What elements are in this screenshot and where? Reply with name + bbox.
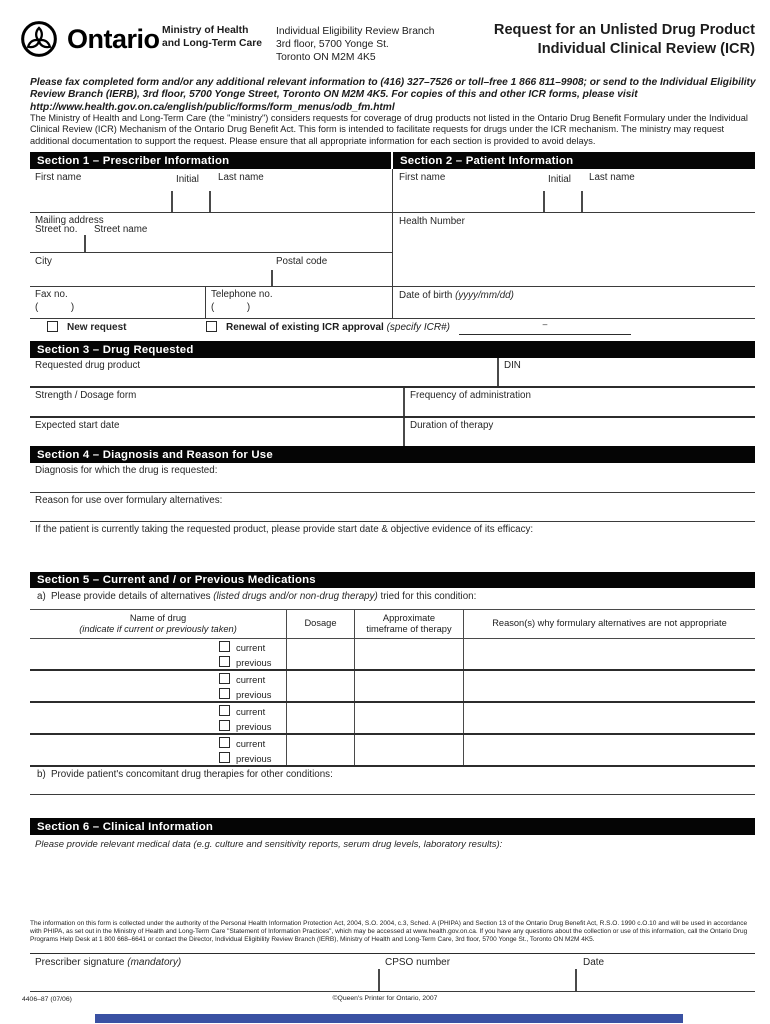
duration-label: Duration of therapy (410, 420, 494, 431)
medications-table-header (30, 610, 755, 639)
dosage-cell[interactable] (287, 703, 355, 733)
instruction-a-italic: (listed drugs and/or non-drug therapy) (213, 591, 378, 602)
prescriber-last-name-label: Last name (218, 172, 264, 183)
section2-title: Section 2 – Patient Information (400, 154, 574, 167)
field-divider (575, 969, 577, 991)
branch-line2: 3rd floor, 5700 Yonge St. (276, 39, 389, 51)
reason-question: Reason for use over formulary alternatives: (35, 495, 223, 506)
col-timeframe-line2: timeframe of therapy (366, 624, 452, 634)
request-type-row (30, 319, 755, 341)
previous-label: previous (236, 721, 272, 732)
previous-checkbox[interactable] (219, 656, 230, 667)
reason-cell[interactable] (464, 671, 755, 701)
dosage-cell[interactable] (287, 639, 355, 669)
reason-cell[interactable] (464, 735, 755, 765)
patient-initial-label: Initial (548, 174, 571, 185)
prescriber-patient-grid (30, 169, 755, 319)
diagnosis-field[interactable] (30, 463, 755, 493)
previous-checkbox[interactable] (219, 720, 230, 731)
medication-row-4 (30, 735, 755, 767)
previous-label: previous (236, 753, 272, 764)
medications-table (30, 609, 755, 767)
section4-title: Section 4 – Diagnosis and Reason for Use (37, 448, 273, 461)
fax-no-label: Fax no. (35, 289, 68, 300)
section4-body (30, 463, 755, 562)
ministry-note: The Ministry of Health and Long-Term Care (the "ministry") considers requests for coverage of drug products not listed in the Ontario Drug Benefit Formulary under the Individual Clinical Review (ICR) Mechanism of the Ontario Drug Benefit Act. This form is intended to facilitate requests for drugs under the ICR mechanism. The ministry may request additional documentation to support the request. Please ensure that all appropriate information for each section is provided to avoid delays. (30, 113, 748, 146)
medication-row-3 (30, 703, 755, 735)
icr-number-blank[interactable] (459, 319, 631, 335)
renewal-specify-text: (specify ICR#) (386, 322, 450, 333)
patient-last-name-label: Last name (589, 172, 635, 183)
field-divider (543, 191, 545, 212)
branch-address (276, 25, 435, 65)
date-of-birth-label (399, 290, 514, 301)
branch-line3: Toronto ON M2M 4K5 (276, 52, 376, 64)
current-label: current (236, 706, 266, 717)
reason-field[interactable] (30, 493, 755, 522)
renewal-checkbox[interactable] (206, 321, 217, 332)
section1-title: Section 1 – Prescriber Information (30, 152, 393, 169)
ministry-line2: and Long-Term Care (162, 37, 262, 49)
copyright-line: ©Queen's Printer for Ontario, 2007 (332, 995, 438, 1002)
prescriber-first-name-label: First name (35, 172, 82, 183)
prescriber-name-field[interactable] (30, 169, 392, 213)
cpso-number-field[interactable] (380, 968, 572, 991)
section-1-2-header-bar (30, 152, 755, 169)
form-title-line2: Individual Clinical Review (ICR) (537, 40, 755, 57)
section5-title: Section 5 – Current and / or Previous Medications (37, 574, 316, 586)
current-checkbox[interactable] (219, 673, 230, 684)
section5-instruction-a (30, 591, 755, 602)
reason-cell[interactable] (464, 639, 755, 669)
renewal-label (226, 322, 450, 333)
section4-header-bar (30, 446, 755, 463)
ministry-line1: Ministry of Health (162, 25, 249, 36)
instruction-a-tail: tried for this condition: (377, 591, 477, 602)
prescriber-mailing-address-field[interactable] (30, 213, 392, 253)
medication-row-1 (30, 639, 755, 671)
col-drug-line1: Name of drug (129, 612, 187, 623)
date-of-birth-field[interactable] (393, 287, 755, 319)
privacy-note: The information on this form is collected under the authority of the Personal Health Information Protection Act, 2004, S.O. 2004, c.3, Sched. A (PHIPA) and Section 13 of the Ontario Drug Benefit Act, R.S.O. 1990 c.O.10 and will be used in accordance with PHIPA, as set out in the Ministry of Health and Long-Term Care "Statement of Information Practices", which may be accessed at www.health.gov.on.ca. If you have any questions about the collection or use of this information, call the Ontario Drug Programs Help Desk at 1 800 668–6641 or contact the Director, Individual Eligibility Review Branch (IERB), Ministry of Health and Long-Term Care, 3rd floor, 5700 Yonge St., Toronto ON M2M 4K5. (30, 920, 748, 944)
field-divider (497, 358, 499, 386)
fax-instructions: Please fax completed form and/or any additional relevant information to (416) 327–7526 or toll–free 1 866 811–9908; or send to the Individual Eligibility Review Branch (IERB), 3rd floor, 5700 Yonge Street, Toronto ON M2M 4K5. For copies of this and other ICR forms, please visit http://www.health.gov.on.ca/english/public/forms/form_menus/odb_fm.html (30, 77, 756, 113)
logo-wordmark: Ontario (67, 23, 160, 54)
dosage-cell[interactable] (287, 735, 355, 765)
diagnosis-question: Diagnosis for which the drug is requested: (35, 465, 218, 476)
startdate-duration-row (30, 418, 755, 446)
signature-block (30, 953, 755, 992)
ministry-name (162, 25, 262, 50)
trillium-icon (20, 20, 58, 58)
bottom-bar (95, 1014, 683, 1023)
street-name-label: Street name (94, 224, 148, 235)
prescriber-column (30, 169, 393, 319)
current-label: current (236, 642, 266, 653)
cpso-number-label: CPSO number (385, 957, 451, 968)
telephone-no-field[interactable] (206, 287, 392, 318)
current-label: current (236, 674, 266, 685)
reason-cell[interactable] (464, 703, 755, 733)
frequency-label: Frequency of administration (410, 390, 531, 401)
date-field[interactable] (578, 968, 753, 991)
instruction-b-prefix: b) (37, 769, 46, 780)
col-drug-line2: (indicate if current or previously taken) (79, 624, 237, 634)
strength-label: Strength / Dosage form (35, 390, 137, 401)
field-divider (84, 235, 86, 252)
fax-parens: ( ) (35, 302, 75, 313)
branch-line1: Individual Eligibility Review Branch (276, 26, 435, 37)
current-label: current (236, 738, 266, 749)
clinical-info-field[interactable] (30, 852, 755, 917)
date-label: Date (583, 957, 605, 968)
section5-header-bar (30, 572, 755, 588)
section5-instruction-b (30, 769, 755, 780)
section3-title: Section 3 – Drug Requested (37, 343, 194, 356)
telephone-parens: ( ) (211, 302, 251, 313)
col-timeframe-line1: Approximate (382, 612, 436, 623)
field-divider (403, 418, 405, 446)
prescriber-phone-row (30, 287, 392, 319)
medication-row-2 (30, 671, 755, 703)
city-label: City (35, 256, 52, 267)
field-divider (403, 388, 405, 416)
current-checkbox[interactable] (219, 737, 230, 748)
signature-field[interactable] (30, 968, 375, 991)
requested-drug-row (30, 358, 755, 388)
new-request-label: New request (67, 322, 127, 333)
concomitant-answer-line[interactable] (30, 794, 755, 795)
timeframe-cell[interactable] (355, 703, 464, 733)
timeframe-cell[interactable] (355, 639, 464, 669)
clinical-info-instruction: Please provide relevant medical data (e.g. culture and sensitivity reports, serum drug levels, laboratory results): (35, 839, 503, 850)
col-header-reason (464, 610, 755, 638)
previous-label: previous (236, 657, 272, 668)
field-divider (271, 270, 273, 286)
col-header-timeframe (355, 610, 464, 638)
postal-code-label: Postal code (276, 256, 328, 267)
din-label: DIN (504, 360, 521, 371)
ontario-logo (20, 20, 160, 58)
field-divider (581, 191, 583, 212)
efficacy-field[interactable] (30, 522, 755, 562)
col-header-dosage (287, 610, 355, 638)
signature-label (35, 957, 181, 968)
drug-name-cell[interactable] (30, 735, 287, 765)
field-divider (171, 191, 173, 212)
previous-checkbox[interactable] (219, 752, 230, 763)
field-divider (209, 191, 211, 212)
current-checkbox[interactable] (219, 705, 230, 716)
col-dosage-text: Dosage (304, 618, 337, 629)
strength-frequency-row (30, 388, 755, 418)
form-title (494, 21, 755, 59)
new-request-checkbox[interactable] (47, 321, 58, 332)
start-date-label: Expected start date (35, 420, 120, 431)
form-title-line1: Request for an Unlisted Drug Product (493, 22, 755, 38)
signature-mandatory-text: (mandatory) (127, 957, 182, 968)
signature-label-text: Prescriber signature (35, 957, 128, 968)
drug-name-cell[interactable] (30, 671, 287, 701)
patient-first-name-label: First name (399, 172, 446, 183)
health-number-label: Health Number (399, 216, 465, 227)
mailing-address-label: Mailing address (35, 215, 104, 226)
health-number-field[interactable] (393, 213, 755, 287)
previous-label: previous (236, 689, 272, 700)
fax-no-field[interactable] (30, 287, 206, 318)
drug-name-cell[interactable] (30, 703, 287, 733)
street-no-label: Street no. (35, 224, 78, 235)
prescriber-city-postal-field[interactable] (30, 253, 392, 287)
instruction-a-text: Please provide details of alternatives (51, 591, 214, 602)
dob-format-text: (yyyy/mm/dd) (455, 290, 514, 301)
efficacy-question: If the patient is currently taking the requested product, please provide start date & objective evidence of its efficacy: (35, 524, 534, 535)
col-reason-text: Reason(s) why formulary alternatives are not appropriate (492, 618, 727, 629)
section3-body (30, 358, 755, 446)
current-checkbox[interactable] (219, 641, 230, 652)
instruction-a-prefix: a) (37, 591, 46, 602)
timeframe-cell[interactable] (355, 671, 464, 701)
section3-header-bar (30, 341, 755, 358)
section6-header-bar (30, 818, 755, 835)
instruction-b-text: Provide patient's concomitant drug therapies for other conditions: (51, 769, 333, 780)
col-header-drug (30, 610, 287, 638)
form-number: 4406–87 (07/06) (22, 996, 72, 1003)
patient-name-field[interactable] (393, 169, 755, 213)
prescriber-initial-label: Initial (176, 174, 199, 185)
dob-label-text: Date of birth (399, 290, 456, 301)
telephone-no-label: Telephone no. (211, 289, 273, 300)
timeframe-cell[interactable] (355, 735, 464, 765)
previous-checkbox[interactable] (219, 688, 230, 699)
requested-drug-label: Requested drug product (35, 360, 141, 371)
patient-column (393, 169, 755, 319)
dosage-cell[interactable] (287, 671, 355, 701)
section6-title: Section 6 – Clinical Information (37, 820, 214, 833)
drug-name-cell[interactable] (30, 639, 287, 669)
renewal-label-text: Renewal of existing ICR approval (226, 322, 387, 333)
icr-blank-dash: – (542, 319, 548, 329)
